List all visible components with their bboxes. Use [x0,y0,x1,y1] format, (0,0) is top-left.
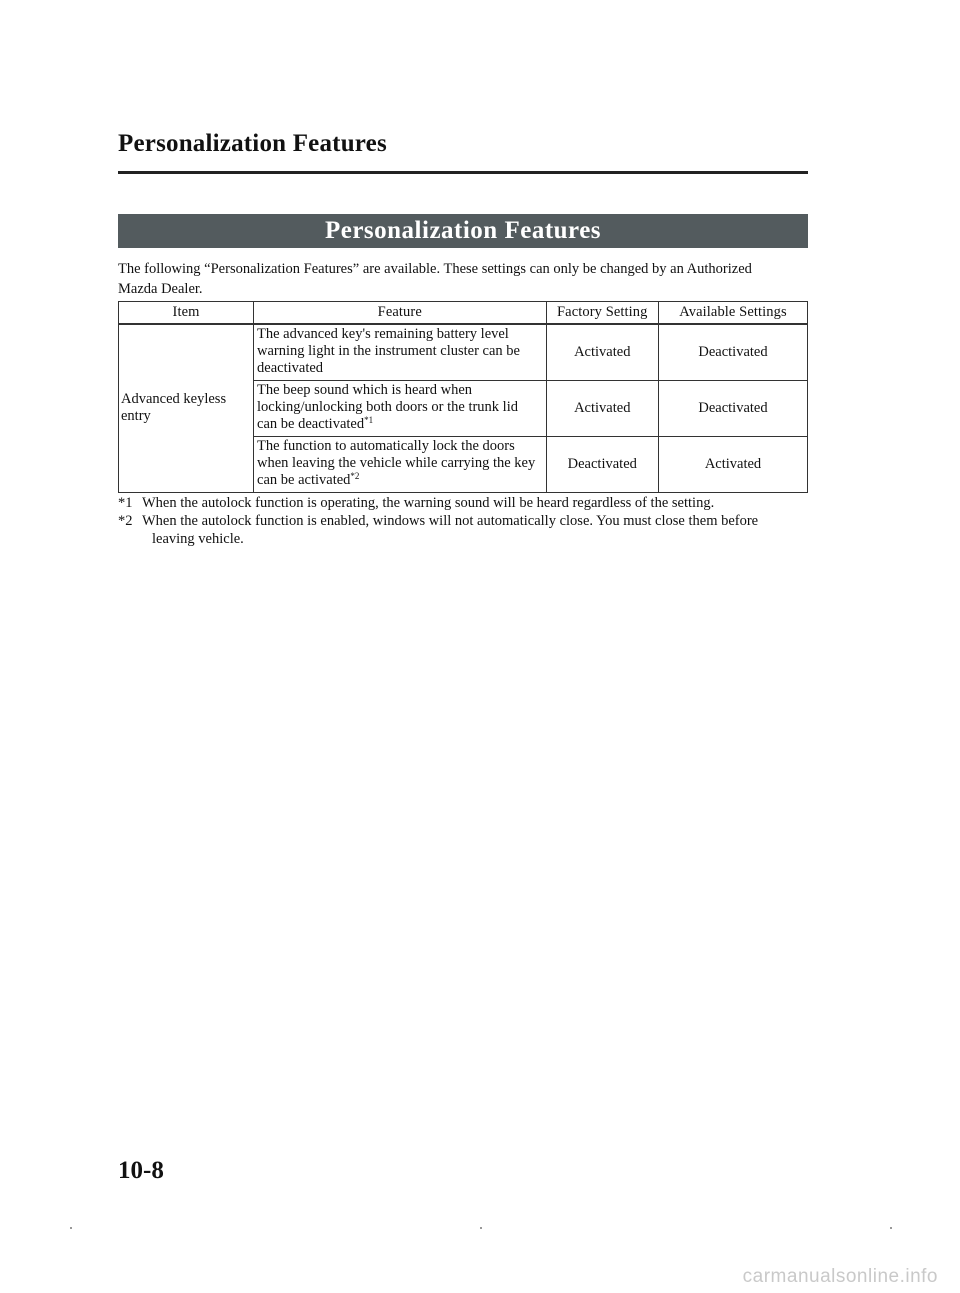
table-row [119,324,808,380]
available-settings-cell: Activated [659,436,808,492]
footnotes [118,494,808,548]
footnote-mark: *1 [118,495,133,511]
feature-line: when leaving the vehicle while carrying the key [257,455,536,471]
feature-line: deactivated [257,360,324,377]
available-settings-cell: Deactivated [659,380,808,436]
section-banner-title: Personalization Features [324,217,602,244]
footnote-line: When the autolock function is operating, the warning sound will be heard regardless of the setting. [142,495,715,511]
page-number: 10-8 [118,1157,164,1184]
feature-cell [254,380,547,436]
feature-cell [254,436,547,492]
factory-setting-cell: Activated [546,324,658,380]
header-feature: Feature [254,302,547,325]
header-available-settings: Available Settings [659,302,808,325]
watermark: carmanualsonline.info [742,1266,938,1287]
table-header-row [119,302,808,325]
margin-dot [480,1227,482,1229]
header-factory-setting: Factory Setting [546,302,658,325]
section-banner [118,214,808,248]
footnote-line: When the autolock function is enabled, windows will not automatically close. You must close them before [142,513,759,529]
chapter-rule [118,171,808,174]
feature-line: can be activated [257,472,351,488]
factory-setting-cell: Deactivated [546,436,658,492]
feature-cell [254,324,547,380]
item-label: entry [121,408,151,425]
header-item: Item [119,302,254,325]
footnote-ref: *1 [364,415,374,425]
feature-line: The function to automatically lock the doors [257,438,515,454]
item-label: Advanced keyless [121,391,227,408]
footnote-mark: *2 [118,513,133,529]
margin-dot [890,1227,892,1229]
footnote-1 [118,494,808,512]
intro-line: Mazda Dealer. [118,281,203,297]
item-cell [119,324,254,492]
footnote-text [142,512,808,548]
factory-setting-cell: Activated [546,380,658,436]
feature-line: can be deactivated [257,416,365,432]
chapter-title: Personalization Features [118,130,387,157]
intro-paragraph [118,259,808,299]
footnote-ref: *2 [350,471,360,481]
feature-line: warning light in the instrument cluster can be [257,343,520,360]
features-table [118,301,808,493]
feature-line: The beep sound which is heard when [257,382,473,398]
footnote-text [142,494,808,512]
footnote-continuation: leaving vehicle. [152,531,244,547]
available-settings-cell: Deactivated [659,324,808,380]
margin-dot [70,1227,72,1229]
feature-line: The advanced key's remaining battery level [257,326,509,343]
feature-line: locking/unlocking both doors or the trunk lid [257,399,518,415]
footnote-2 [118,512,808,548]
intro-line: The following “Personalization Features” are available. These settings can only be changed by an Authorized [118,261,752,277]
